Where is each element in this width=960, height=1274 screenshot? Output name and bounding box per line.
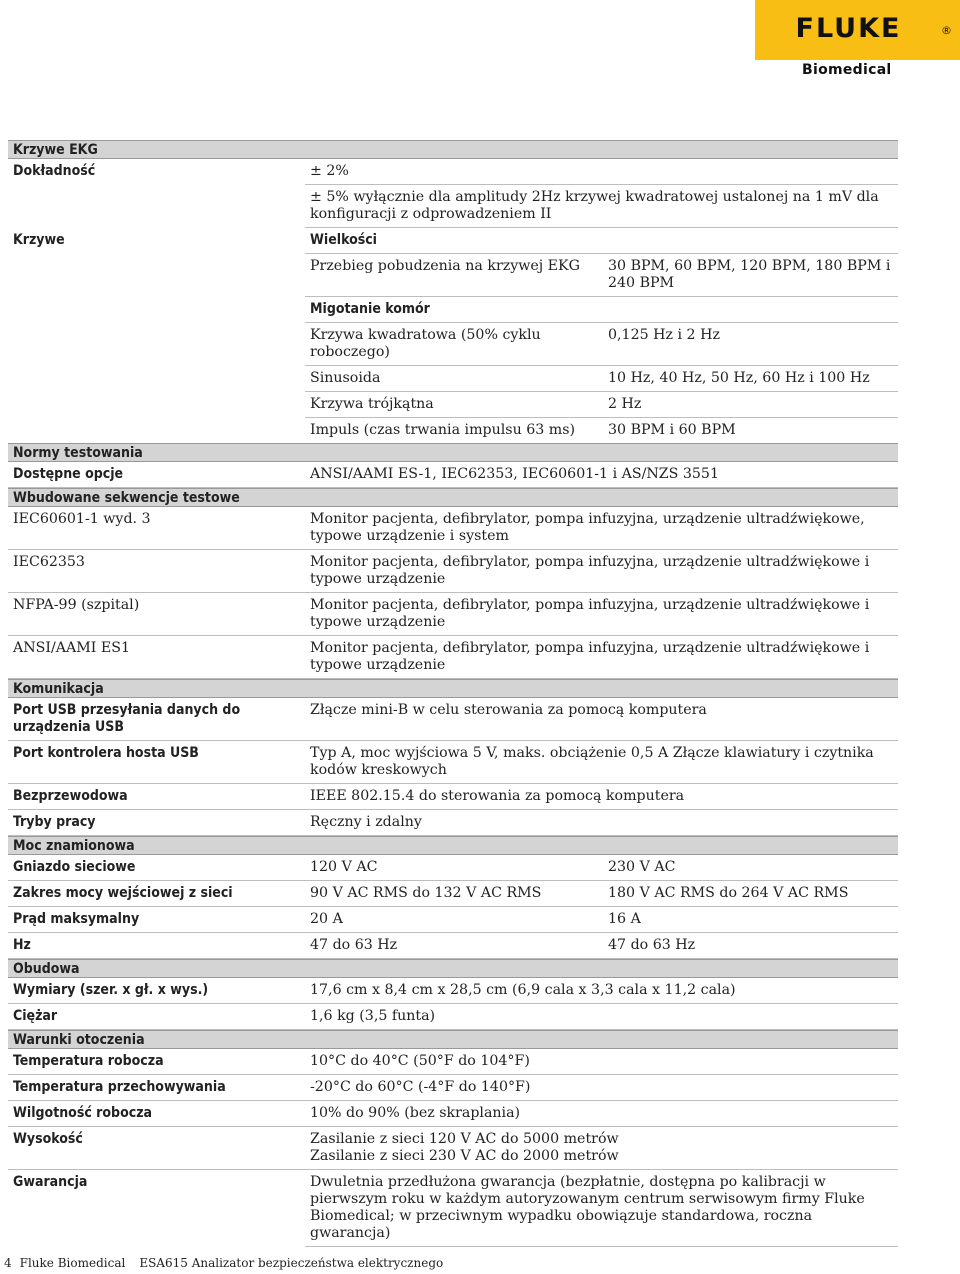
row-label: Temperatura robocza xyxy=(13,1053,164,1069)
row-label: Temperatura przechowywania xyxy=(13,1079,226,1095)
footer-company: Fluke Biomedical xyxy=(19,1256,126,1270)
subrow-value: 30 BPM i 60 BPM xyxy=(608,422,736,438)
fluke-logo xyxy=(755,0,960,60)
section-title: Moc znamionowa xyxy=(13,838,135,854)
row-obudowa xyxy=(8,1004,898,1030)
subrow xyxy=(305,254,898,297)
value-line: ± 5% wyłącznie dla amplitudy 2Hz krzywej kwadratowej ustalonej na 1 mV dla konfiguracji z odprowadzeniem II xyxy=(305,185,898,228)
section-title: Obudowa xyxy=(13,961,80,977)
row-label: Bezprzewodowa xyxy=(13,788,128,804)
subrow-label: Impuls (czas trwania impulsu 63 ms) xyxy=(310,422,576,438)
section-header-moc xyxy=(8,836,898,855)
row-label: Dokładność xyxy=(13,163,96,179)
subrow-label: Krzywa kwadratowa (50% cyklu roboczego) xyxy=(310,327,541,360)
row-value xyxy=(305,228,898,443)
row-value: ANSI/AAMI ES-1, IEC62353, IEC60601-1 i AS/NZS 3551 xyxy=(310,466,719,482)
row-value-120v: 20 A xyxy=(310,911,343,927)
footer-product: ESA615 Analizator bezpieczeństwa elektrycznego xyxy=(139,1256,444,1270)
row-dokladnosc xyxy=(8,159,898,228)
row-sekwencja xyxy=(8,507,898,550)
row-warunki xyxy=(8,1075,898,1101)
section-title: Krzywe EKG xyxy=(13,142,98,158)
row-label: Port USB przesyłania danych do urządzenia USB xyxy=(13,702,241,735)
section-header-obudowa xyxy=(8,959,898,978)
subrow xyxy=(305,392,898,418)
row-gwarancja xyxy=(8,1170,898,1247)
subrow-value: 30 BPM, 60 BPM, 120 BPM, 180 BPM i 240 BPM xyxy=(608,258,891,291)
row-value: 17,6 cm x 8,4 cm x 28,5 cm (6,9 cala x 3,3 cala x 11,2 cala) xyxy=(310,982,736,998)
section-header-warunki xyxy=(8,1030,898,1049)
row-label: Tryby pracy xyxy=(13,814,96,830)
row-label: ANSI/AAMI ES1 xyxy=(13,640,130,656)
row-value: -20°C do 60°C (-4°F do 140°F) xyxy=(310,1079,531,1095)
row-warunki xyxy=(8,1127,898,1170)
section-title: Wbudowane sekwencje testowe xyxy=(13,490,240,506)
row-warunki xyxy=(8,1101,898,1127)
row-moc xyxy=(8,855,898,881)
row-opcje xyxy=(8,462,898,488)
row-value: 10% do 90% (bez skraplania) xyxy=(310,1105,521,1121)
row-label: Prąd maksymalny xyxy=(13,911,140,927)
row-value xyxy=(305,159,898,228)
page-number: 4 xyxy=(4,1256,12,1270)
row-label: Gwarancja xyxy=(13,1174,88,1190)
row-sekwencja xyxy=(8,550,898,593)
row-moc xyxy=(8,881,898,907)
row-komunikacja xyxy=(8,698,898,741)
row-label: NFPA-99 (szpital) xyxy=(13,597,140,613)
row-label: Wilgotność robocza xyxy=(13,1105,153,1121)
row-value: Ręczny i zdalny xyxy=(310,814,422,830)
subrow xyxy=(305,323,898,366)
row-komunikacja xyxy=(8,810,898,836)
row-value: Typ A, moc wyjściowa 5 V, maks. obciążenie 0,5 A Złącze klawiatury i czytnika kodów kreskowych xyxy=(310,745,874,778)
row-value-230v: 16 A xyxy=(608,911,641,927)
row-value-120v: 47 do 63 Hz xyxy=(310,937,398,953)
row-label: Dostępne opcje xyxy=(13,466,124,482)
row-value-120v: 120 V AC xyxy=(310,859,378,875)
row-komunikacja xyxy=(8,784,898,810)
row-sekwencja xyxy=(8,593,898,636)
logo-brand: FLUKE xyxy=(795,13,902,44)
row-value-230v: 180 V AC RMS do 264 V AC RMS xyxy=(608,885,849,901)
logo-registered-mark: ® xyxy=(941,24,952,37)
value-line: ± 2% xyxy=(305,159,898,185)
subrow-label: Krzywa trójkątna xyxy=(310,396,434,412)
row-value: Monitor pacjenta, defibrylator, pompa infuzyjna, urządzenie ultradźwiękowe i typowe urządzenie xyxy=(310,597,870,630)
row-value: IEEE 802.15.4 do sterowania za pomocą komputera xyxy=(310,788,685,804)
row-sekwencja xyxy=(8,636,898,679)
row-value: Monitor pacjenta, defibrylator, pompa infuzyjna, urządzenie ultradźwiękowe i typowe urządzenie xyxy=(310,554,870,587)
row-label: Wysokość xyxy=(13,1131,83,1147)
row-value: 1,6 kg (3,5 funta) xyxy=(310,1008,436,1024)
row-krzywe xyxy=(8,228,898,443)
section-title: Komunikacja xyxy=(13,681,104,697)
row-label: Port kontrolera hosta USB xyxy=(13,745,199,761)
subrow-value: 2 Hz xyxy=(608,396,642,412)
row-label: Wymiary (szer. x gł. x wys.) xyxy=(13,982,209,998)
row-value: Monitor pacjenta, defibrylator, pompa infuzyjna, urządzenie ultradźwiękowe, typowe urządzenie i system xyxy=(310,511,865,544)
section-header-sekwencje xyxy=(8,488,898,507)
row-value-120v: 90 V AC RMS do 132 V AC RMS xyxy=(310,885,542,901)
row-value: Monitor pacjenta, defibrylator, pompa infuzyjna, urządzenie ultradźwiękowe i typowe urządzenie xyxy=(310,640,870,673)
row-label: Gniazdo sieciowe xyxy=(13,859,136,875)
row-obudowa xyxy=(8,978,898,1004)
subrow xyxy=(305,366,898,392)
subrow xyxy=(305,418,898,443)
row-warunki xyxy=(8,1049,898,1075)
row-value: 10°C do 40°C (50°F do 104°F) xyxy=(310,1053,530,1069)
row-value: Złącze mini-B w celu sterowania za pomocą komputera xyxy=(310,702,707,718)
row-moc xyxy=(8,933,898,959)
section-header-komunikacja xyxy=(8,679,898,698)
logo-subtitle: Biomedical xyxy=(802,62,892,78)
section-header-normy xyxy=(8,443,898,462)
section-title: Normy testowania xyxy=(13,445,143,461)
subrow-value: 10 Hz, 40 Hz, 50 Hz, 60 Hz i 100 Hz xyxy=(608,370,870,386)
row-moc xyxy=(8,907,898,933)
subheading-wielkosci: Wielkości xyxy=(305,228,898,254)
subrow-label: Sinusoida xyxy=(310,370,381,386)
spec-table xyxy=(8,140,898,1247)
row-value-230v: 47 do 63 Hz xyxy=(608,937,696,953)
section-header-ekg xyxy=(8,140,898,159)
row-komunikacja xyxy=(8,741,898,784)
row-label: IEC60601-1 wyd. 3 xyxy=(13,511,151,527)
row-value: Dwuletnia przedłużona gwarancja (bezpłatnie, dostępna po kalibracji w pierwszym roku w każdym autoryzowanym centrum serwisowym firmy Fluke Biomedical; w przeciwnym wypadku obowiązuje standardowa, roczna gwarancja) xyxy=(305,1170,898,1247)
row-value: Zasilanie z sieci 120 V AC do 5000 metrów Zasilanie z sieci 230 V AC do 2000 metrów xyxy=(310,1131,619,1164)
row-label: IEC62353 xyxy=(13,554,85,570)
section-title: Warunki otoczenia xyxy=(13,1032,145,1048)
subrow-value: 0,125 Hz i 2 Hz xyxy=(608,327,720,343)
row-label: Zakres mocy wejściowej z sieci xyxy=(13,885,233,901)
row-label: Krzywe xyxy=(13,232,65,248)
subheading-migotanie: Migotanie komór xyxy=(305,297,898,323)
page-footer xyxy=(4,1256,457,1270)
row-label: Hz xyxy=(13,937,31,953)
row-label: Ciężar xyxy=(13,1008,58,1024)
subrow-label: Przebieg pobudzenia na krzywej EKG xyxy=(310,258,580,274)
row-value-230v: 230 V AC xyxy=(608,859,676,875)
